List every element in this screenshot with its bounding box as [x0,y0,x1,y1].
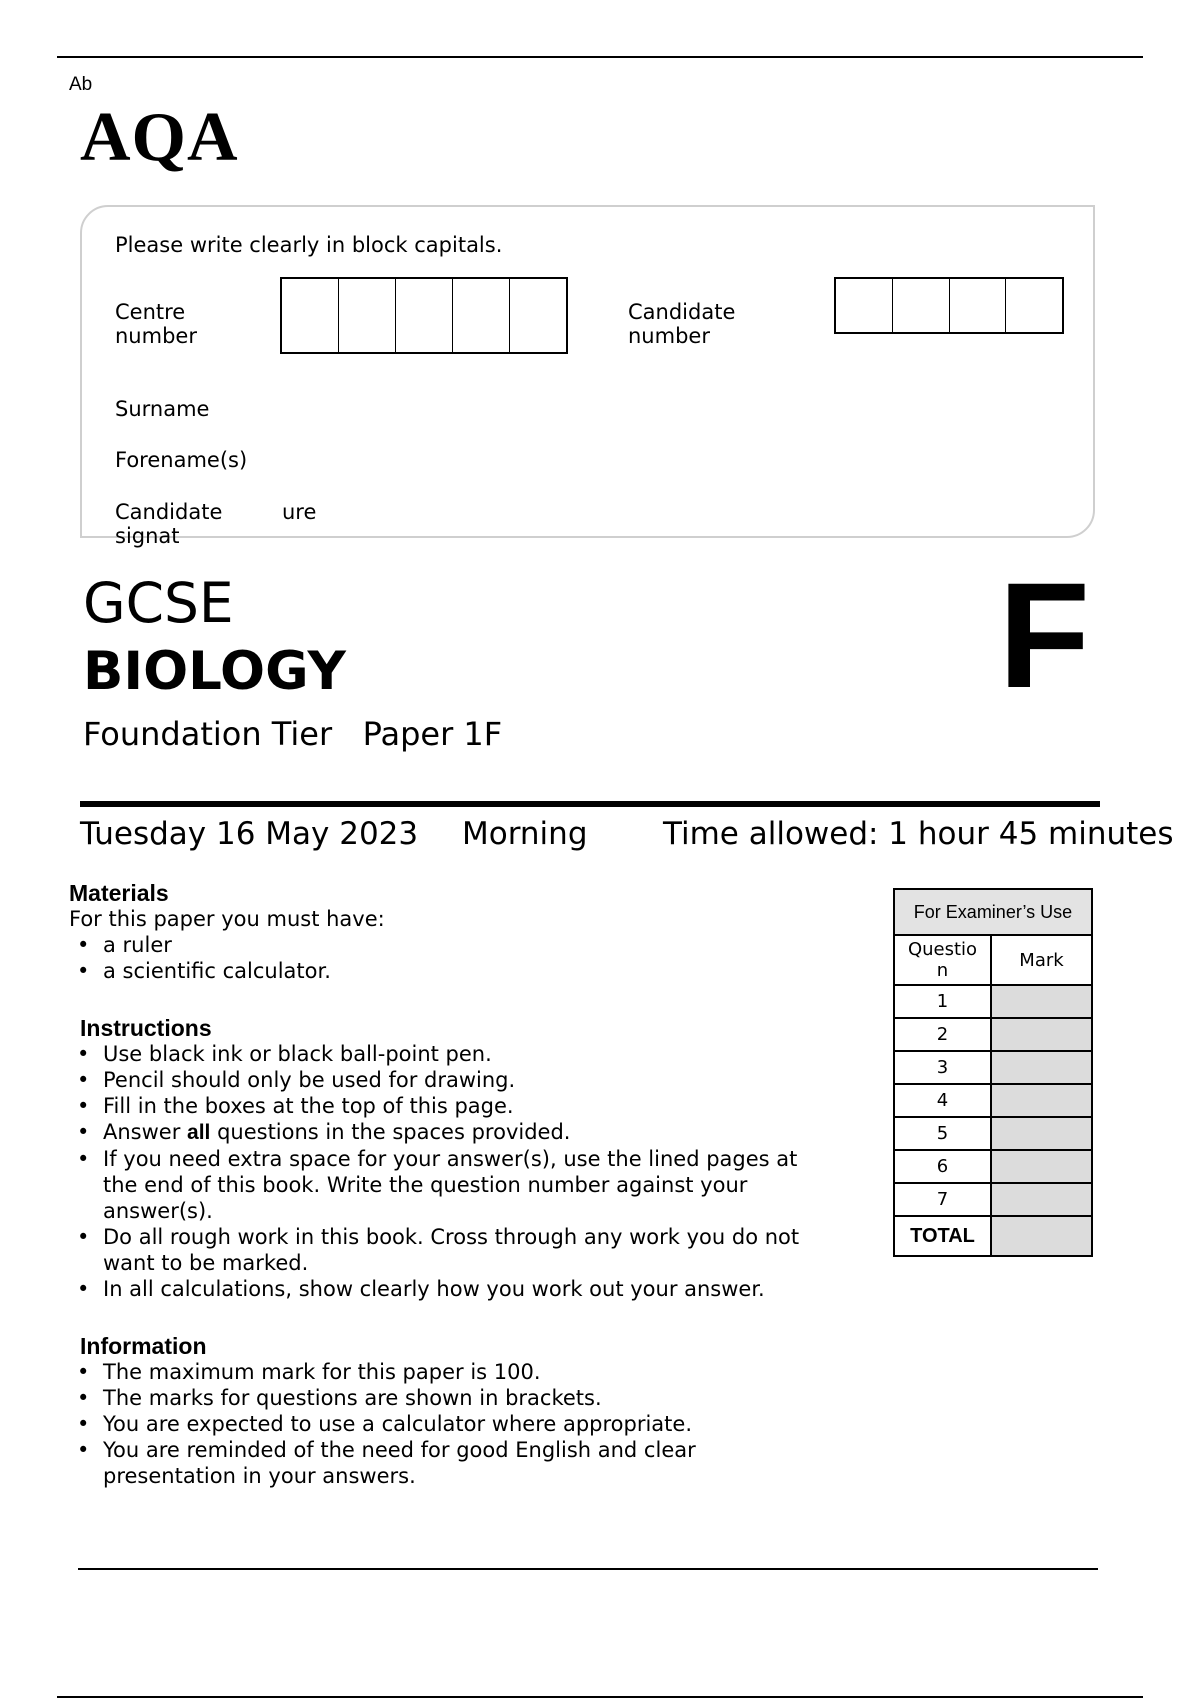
list-item: • a ruler [69,932,829,958]
mark-cell [991,1018,1092,1051]
mark-cell [991,1150,1092,1183]
tier-and-paper: Foundation Tier Paper 1F [83,715,503,753]
exam-session: Morning [462,816,588,852]
information-heading: Information [80,1333,207,1359]
block-capitals-instruction: Please write clearly in block capitals. [115,233,503,257]
forenames-label: Forename(s) [115,448,248,472]
information-list [69,1359,769,1489]
subject-title: BIOLOGY [83,641,346,702]
total-mark-cell [991,1216,1092,1256]
surname-label: Surname [115,397,210,421]
exam-date: Tuesday 16 May 2023 [80,816,419,852]
centre-number-boxes[interactable] [280,277,568,354]
centre-digit-box[interactable] [396,279,453,352]
signature-label: Candidate signat [115,500,223,548]
list-item: • The maximum mark for this paper is 100. [69,1359,769,1385]
instructions-heading: Instructions [80,1015,212,1041]
list-item: • In all calculations, show clearly how you work out your answer. [69,1276,849,1302]
centre-number-label: Centre number [115,300,197,348]
list-item: • You are expected to use a calculator where appropriate. [69,1411,769,1437]
centre-digit-box[interactable] [510,279,566,352]
list-item: • a scientific calculator. [69,958,829,984]
list-text: Answer [103,1120,188,1144]
candidate-number-label: Candidate number [628,300,736,348]
mark-cell [991,1051,1092,1084]
footer-rule [78,1568,1098,1570]
question-number: 2 [894,1018,991,1051]
question-number: 1 [894,985,991,1018]
top-rule [57,56,1143,58]
list-text: questions in the spaces provided. [210,1120,571,1144]
list-item: • You are reminded of the need for good English and clear presentation in your answers. [69,1437,743,1489]
emphasis-all: all [187,1121,211,1144]
list-item: • The marks for questions are shown in brackets. [69,1385,769,1411]
mark-cell [991,985,1092,1018]
materials-heading: Materials [69,880,169,906]
mark-column-header: Mark [991,935,1092,985]
examiner-use-table [893,888,1093,1257]
question-number: 4 [894,1084,991,1117]
instructions-list [69,1041,849,1302]
candidate-digit-box[interactable] [950,279,1007,332]
materials-intro: For this paper you must have: [69,907,385,931]
candidate-digit-box[interactable] [1006,279,1062,332]
list-item: • Use black ink or black ball-point pen. [69,1041,849,1067]
list-item: • Fill in the boxes at the top of this page. [69,1093,849,1119]
list-item: • Pencil should only be used for drawing. [69,1067,849,1093]
materials-list [69,932,829,984]
paper-code: Ab [69,74,93,95]
list-item [69,1119,849,1146]
question-number: 5 [894,1117,991,1150]
qualification-title: GCSE [83,571,234,635]
page-bottom-rule [57,1696,1143,1698]
question-column-header: Questio n [894,935,991,985]
question-number: 6 [894,1150,991,1183]
examiner-table-title: For Examiner’s Use [894,889,1092,935]
list-item: • Do all rough work in this book. Cross through any work you do not want to be marked. [69,1224,813,1276]
candidate-digit-box[interactable] [836,279,893,332]
mark-cell [991,1084,1092,1117]
signature-label-suffix: ure [282,500,317,524]
centre-digit-box[interactable] [453,279,510,352]
question-number: 7 [894,1183,991,1216]
mark-cell [991,1183,1092,1216]
centre-digit-box[interactable] [282,279,339,352]
centre-digit-box[interactable] [339,279,396,352]
mark-cell [991,1117,1092,1150]
list-item: • If you need extra space for your answer(s), use the lined pages at the end of this book. Write the question number against your answer(s). [69,1146,813,1224]
time-allowed: Time allowed: 1 hour 45 minutes [663,816,1174,852]
candidate-number-boxes[interactable] [834,277,1064,334]
tier-letter: F [998,551,1090,719]
candidate-digit-box[interactable] [893,279,950,332]
question-number: 3 [894,1051,991,1084]
total-label: TOTAL [894,1216,991,1256]
title-rule [80,801,1100,807]
aqa-logo: AQA [80,99,239,176]
